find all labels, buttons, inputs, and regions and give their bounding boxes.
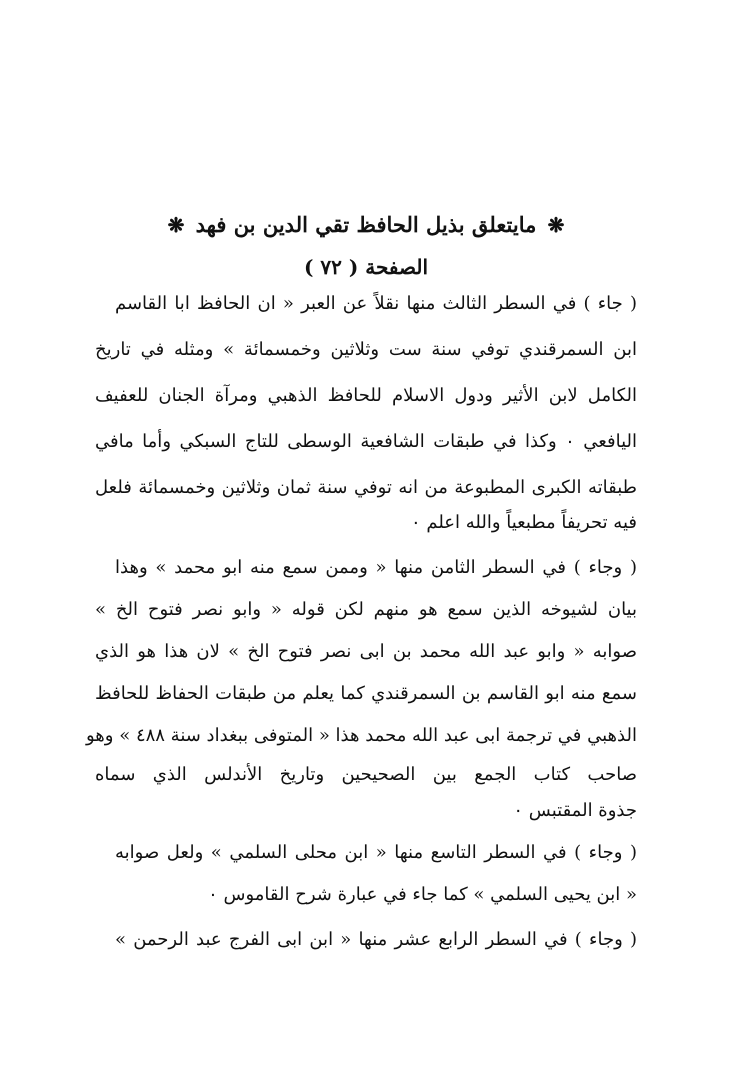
text-line: « ابن يحيى السلمي » كما جاء في عبارة شرح القاموس ٠ [208,884,637,905]
section-title-text: مايتعلق بذيل الحافظ تقي الدين بن فهد [195,212,537,237]
ornament-star-icon: ❋ [547,213,565,237]
text-line: اليافعي ٠ وكذا في طبقات الشافعية الوسطى للتاج السبكي وأما مافي [95,431,637,452]
text-line: فيه تحريفاً مطبعياً والله اعلم ٠ [410,512,637,533]
section-title [130,208,602,242]
text-line: ( وجاء ) في السطر الثامن منها « وممن سمع منه ابو محمد » وهذا [115,557,637,578]
text-line: ( وجاء ) في السطر التاسع منها « ابن محلى السلمي » ولعل صوابه [115,842,637,863]
text-line: طبقاته الكبرى المطبوعة من انه توفي سنة ثمان وثلاثين وخمسمائة فلعل [95,477,637,498]
text-line: صوابه « وابو عبد الله محمد بن ابى نصر فتوح الخ » لان هذا هو الذي [95,641,637,662]
text-line: ( جاء ) في السطر الثالث منها نقلاً عن العبر « ان الحافظ ابا القاسم [115,293,637,314]
text-line: بيان لشيوخه الذين سمع هو منهم لكن قوله « وابو نصر فتوح الخ » [95,599,637,620]
text-line: جذوة المقتبس ٠ [513,800,637,821]
text-line: الكامل لابن الأثير ودول الاسلام للحافظ الذهبي ومرآة الجنان للعفيف [95,385,637,406]
text-line: ابن السمرقندي توفي سنة ست وثلاثين وخمسمائة » ومثله في تاريخ [95,339,637,360]
text-line: سمع منه ابو القاسم بن السمرقندي كما يعلم من طبقات الحفاظ للحافظ [95,683,637,704]
text-line: صاحب كتاب الجمع بين الصحيحين وتاريخ الأندلس الذي سماه [95,764,637,785]
text-line: الذهبي في ترجمة ابى عبد الله محمد هذا « المتوفى ببغداد سنة ٤٨٨ » وهو [85,725,637,746]
ornament-star-icon: ❋ [167,213,185,237]
text-line: ( وجاء ) في السطر الرابع عشر منها « ابن ابى الفرج عبد الرحمن » [115,929,637,950]
page-reference: الصفحة ( ٧٢ ) [303,255,429,279]
